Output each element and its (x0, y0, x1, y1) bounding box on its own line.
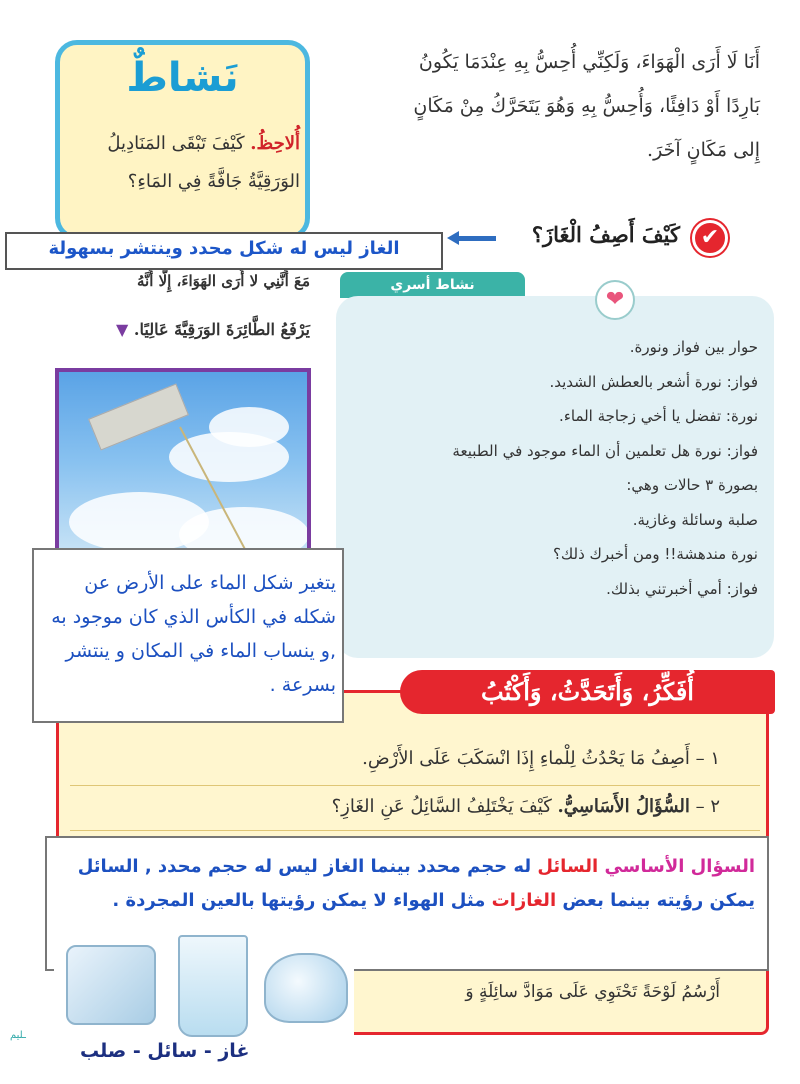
dialogue (338, 330, 758, 606)
think-header: أُفَكِّرُ، وَأَتَحَدَّثُ، وَأَكْتُبُ (400, 670, 775, 714)
intro-line-1: أَنَا لَا أَرَى الْهَوَاءَ، وَلَكِنِّي أُحِسُّ بِهِ عِنْدَمَا يَكُونُ (418, 51, 760, 73)
observe-text: كَيْفَ تَبْقَى المَنَادِيلُ الوَرَقِيَّةُ جَافَّةً فِي المَاءِ؟ (107, 133, 300, 192)
item-2-label: السُّؤَالُ الأَسَاسِيُّ. (557, 796, 690, 817)
activity-text (68, 125, 300, 201)
activity-title: نَشاطٌ (126, 55, 239, 101)
question-text: كَيْفَ أَصِفُ الْغَازَ؟ (531, 222, 680, 247)
answer-part-3: له حجم محدد بينما الغاز ليس له حجم محدد , السائل يمكن رؤيته بينما بعض (77, 856, 755, 911)
question-item-3: أَرْسُمُ لَوْحَةً تَحْتَوِي عَلَى مَوَادَّ سائِلَةٍ وَ (465, 982, 720, 1002)
intro-line-3: إِلى مَكَانٍ آخَرَ. (647, 139, 760, 161)
observe-label: أُلاحِظُ. (250, 133, 300, 154)
divider (70, 830, 760, 831)
main-answer-text (60, 850, 755, 918)
dialogue-line: فواز: نورة أشعر بالعطش الشديد. (549, 372, 758, 391)
item-2-text: كَيْفَ يَخْتَلِفُ السَّائِلُ عَنِ الغَازِ؟ (331, 796, 558, 817)
family-icon: ❤ (595, 280, 635, 320)
gas-answer: الغاز ليس له شكل محدد وينتشر بسهولة (48, 238, 400, 259)
arrow-icon (456, 236, 496, 241)
family-activity-tab: نشاط أسري (340, 272, 525, 298)
kite-icon (88, 383, 189, 450)
question-item-2 (100, 796, 720, 817)
arrow-head-icon (447, 231, 459, 245)
intro-paragraph (320, 40, 760, 172)
answer-part-4: الغازات (491, 890, 557, 911)
divider (70, 785, 760, 786)
kite-sentence-2-text: يَرْفَعُ الطَّائِرَةَ الوَرَقِيَّةَ عَالِيًا. (133, 320, 310, 339)
ice-cube-icon (66, 945, 156, 1025)
answer-part-1: السؤال الأساسي (598, 856, 755, 877)
item-2-number: ٢ – (689, 796, 720, 817)
water-glass-icon (178, 935, 248, 1037)
dialogue-line: فواز: نورة هل تعلمين أن الماء موجود في الطبيعة (452, 441, 758, 460)
dialogue-line: صلبة وسائلة وغازية. (632, 510, 758, 529)
dialogue-line: نورة: تفضل يا أخي زجاجة الماء. (559, 407, 758, 425)
intro-line-2: بَارِدًا أَوْ دَافِئًا، وَأُحِسُّ بِهِ وَهُوَ يَتَحَرَّكُ مِنْ مَكَانٍ (413, 95, 760, 117)
dialogue-line: حوار بين فواز ونورة. (629, 338, 758, 356)
triangle-marker-icon: ▼ (116, 320, 129, 339)
answer-part-5: مثل الهواء لا يمكن رؤيتها بالعين المجردة . (112, 890, 492, 911)
states-of-matter-image (54, 925, 354, 1043)
kite-sentence-1: مَعَ أَنَّنِي لا أَرَى الهَوَاءَ، إِلَّا أَنَّهُ (137, 272, 310, 290)
kite-sentence-2 (75, 320, 310, 339)
states-words: غاز - سائل - صلب (80, 1040, 250, 1062)
note-text: يتغير شكل الماء على الأرض عن شكله في الكأس الذي كان موجود به ,و ينساب الماء في المكان و ينتشر بسرعة . (51, 572, 336, 696)
melting-ice-icon (264, 953, 348, 1023)
dialogue-line: فواز: أمي أخبرتني بذلك. (606, 579, 758, 598)
edge-text: ـليم (10, 1030, 26, 1041)
answer-part-2: السائل (537, 856, 599, 877)
question-item-1: ١ – أَصِفُ مَا يَحْدُثُ لِلْماءِ إِذَا انْسَكَبَ عَلَى الأَرْضِ. (362, 748, 720, 769)
dialogue-line: نورة مندهشة!! ومن أخبرك ذلك؟ (552, 545, 758, 563)
kite-sky-image (55, 368, 311, 558)
dialogue-line: بصورة ٣ حالات وهي: (626, 476, 758, 494)
checkmark-icon: ✔ (692, 220, 728, 256)
